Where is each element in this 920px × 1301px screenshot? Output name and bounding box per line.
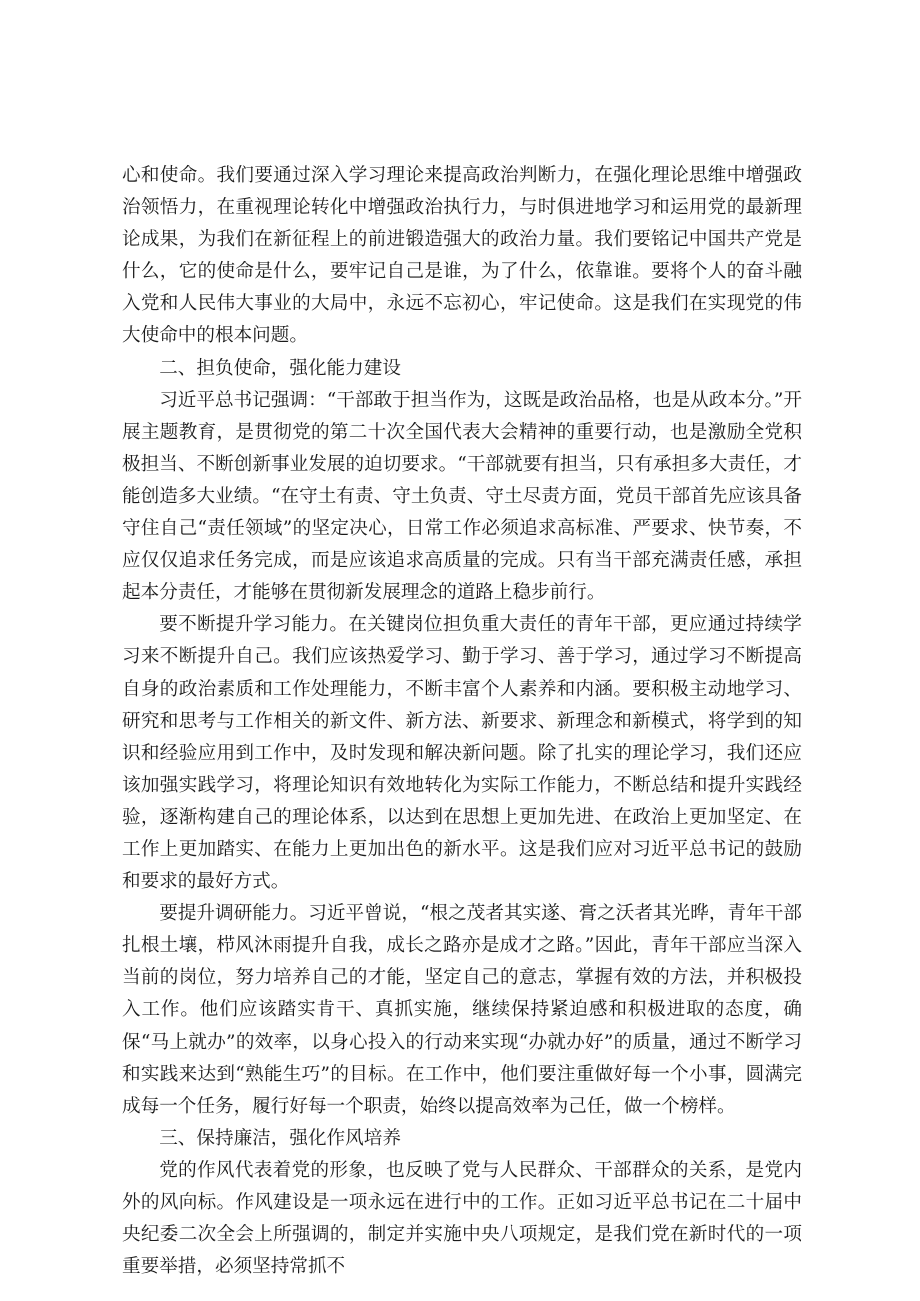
paragraph-learning-ability: 要不断提升学习能力。在关键岗位担负重大责任的青年干部，更应通过持续学习来不断提升自己。我们应该热爱学习、勤于学习、善于学习，通过学习不断提高自身的政治素质和工作处理能力，不断丰富个人素养和内涵。要积极主动地学习、研究和思考与工作相关的新文件、新方法、新要求、新理念和新模式，将学到的知识和经验应用到工作中，及时发现和解决新问题。除了扎实的理论学习，我们还应该加强实践学习，将理论知识有效地转化为实际工作能力，不断总结和提升实践经验，逐渐构建自己的理论体系，以达到在思想上更加先进、在政治上更加坚定、在工作上更加踏实、在能力上更加出色的新水平。这是我们应对习近平总书记的鼓励和要求的最好方式。 [122,614,802,893]
section-heading-2: 二、担负使命，强化能力建设 [159,357,401,379]
document-body [122,160,802,1283]
paragraph-research-ability: 要提升调研能力。习近平曾说，“根之茂者其实遂、膏之沃者其光晔，青年干部扎根土壤，栉风沐雨提升自我，成长之路亦是成才之路。”因此，青年干部应当深入当前的岗位，努力培养自己的才能，坚定自己的意志，掌握有效的方法，并积极投入工作。他们应该踏实肯干、真抓实施，继续保持紧迫感和积极进取的态度，确保“马上就办”的效率，以身心投入的行动来实现“办就办好”的质量，通过不断学习和实践来达到“熟能生巧”的目标。在工作中，他们要注重做好每一个小事，圆满完成每一个任务，履行好每一个职责，始终以提高效率为己任，做一个榜样。 [122,903,802,1117]
section-heading-3: 三、保持廉洁，强化作风培养 [159,1127,401,1149]
paragraph-continuation: 心和使命。我们要通过深入学习理论来提高政治判断力，在强化理论思维中增强政治领悟力，在重视理论转化中增强政治执行力，与时俱进地学习和运用党的最新理论成果，为我们在新征程上的前进锻造强大的政治力量。我们要铭记中国共产党是什么，它的使命是什么，要牢记自己是谁，为了什么，依靠谁。要将个人的奋斗融入党和人民伟大事业的大局中，永远不忘初心，牢记使命。这是我们在实现党的伟大使命中的根本问题。 [122,165,802,347]
paragraph-work-style: 党的作风代表着党的形象，也反映了党与人民群众、干部群众的关系，是党内外的风向标。作风建设是一项永远在进行中的工作。正如习近平总书记在二十届中央纪委二次全会上所强调的，制定并实施中央八项规定，是我们党在新时代的一项重要举措，必须坚持常抓不 [122,1159,802,1278]
paragraph-responsibility: 习近平总书记强调：“干部敢于担当作为，这既是政治品格，也是从政本分。”开展主题教育，是贯彻党的第二十次全国代表大会精神的重要行动，也是激励全党积极担当、不断创新事业发展的迫切要求。“干部就要有担当，只有承担多大责任，才能创造多大业绩。“在守土有责、守土负责、守土尽责方面，党员干部首先应该具备守住自己“责任领域”的坚定决心，日常工作必须追求高标准、严要求、快节奏，不应仅仅追求任务完成，而是应该追求高质量的完成。只有当干部充满责任感，承担起本分责任，才能够在贯彻新发展理念的道路上稳步前行。 [122,389,802,604]
